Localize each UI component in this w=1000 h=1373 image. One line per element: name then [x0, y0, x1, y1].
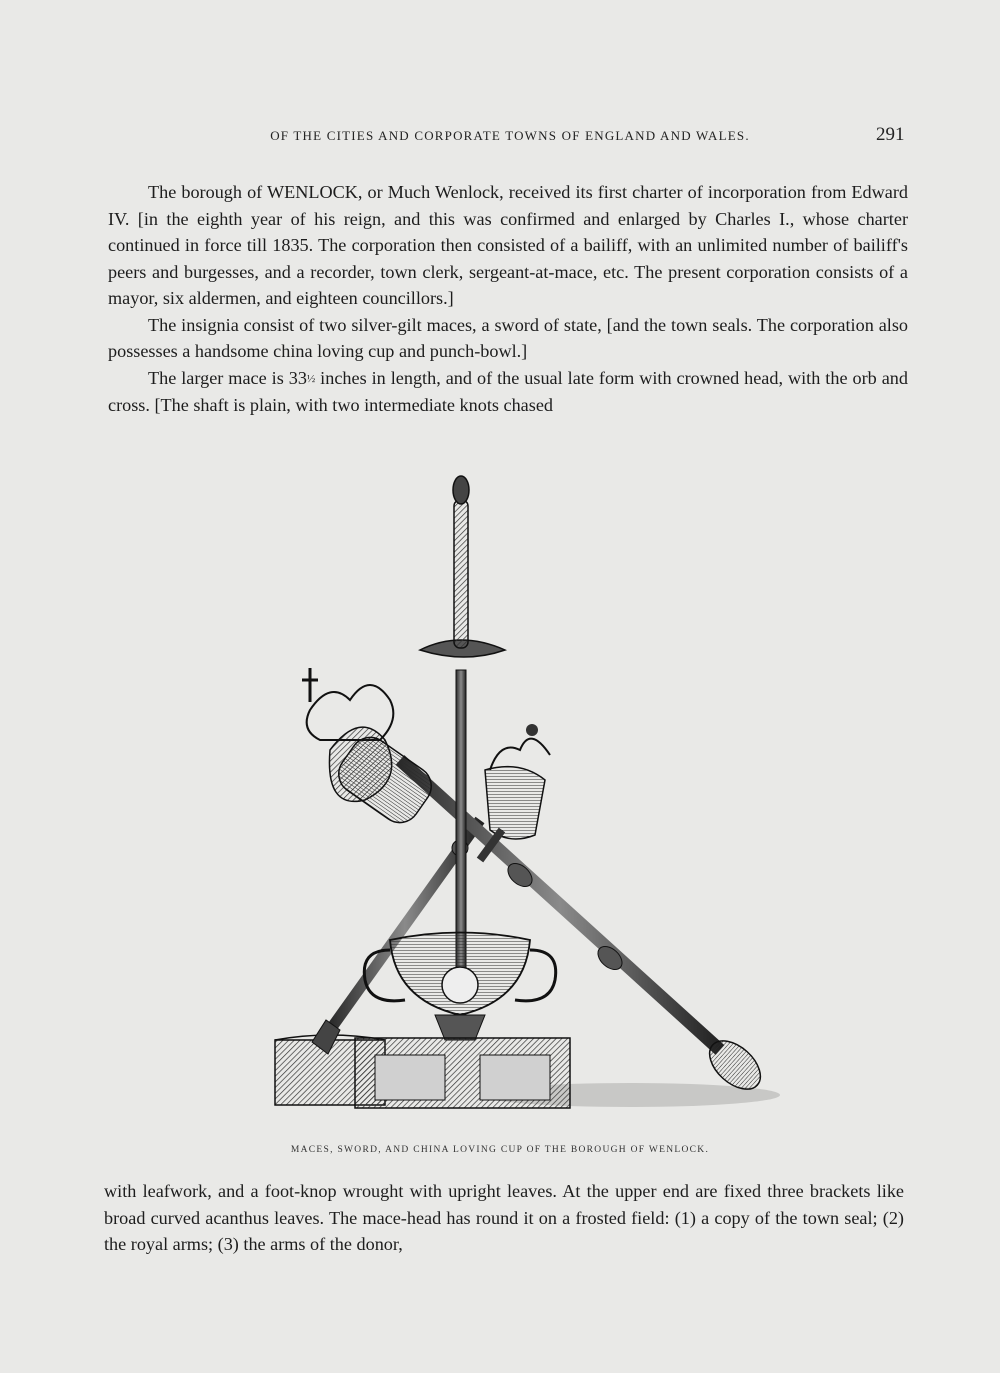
mace-length-text: The larger mace is 33 — [148, 367, 307, 388]
small-mace-head — [480, 724, 550, 860]
sword — [420, 476, 505, 990]
paragraph-shaft-description: with leafwork, and a foot-knop wrought with upright leaves. At the upper end are fixed three brackets like broad curved acanthus leaves. The mace-head has round it on a frosted field: (1) a copy of the town seal; (2) the royal arms; (3) the arms of the donor, — [104, 1181, 904, 1254]
paragraph-insignia: The insignia consist of two silver-gilt maces, a sword of state, [and the town seals. The corporation also possesses a handsome china loving cup and punch-bowl.] — [108, 314, 908, 361]
running-head: OF THE CITIES AND CORPORATE TOWNS OF ENGLAND AND WALES. — [270, 128, 750, 143]
figure-caption: MACES, SWORD, AND CHINA LOVING CUP OF THE BOROUGH OF WENLOCK. — [290, 1145, 710, 1155]
maces-sword-cup-engraving — [270, 470, 790, 1140]
paragraph-larger-mace — [108, 365, 908, 419]
mace-description-text: inches in length, and of the usual late form with crowned head, with the orb and cross. [The shaft is plain, with two intermediate knots chased — [108, 367, 908, 415]
mace-length-fraction: ½ — [306, 372, 316, 385]
lower-text — [104, 1178, 904, 1258]
page-number: 291 — [876, 124, 905, 145]
upper-text — [108, 179, 908, 419]
loving-cup — [364, 933, 555, 1041]
paragraph-charter: The borough of WENLOCK, or Much Wenlock, received its first charter of incorporation from Edward IV. [in the eighth year of his reign, and this was confirmed and enlarged by Charles I., whose charter continued in force till 1835. The corporation then consisted of a bailiff, with an unlimited number of bailiff's peers and burgesses, and a recorder, town clerk, sergeant-at-mace, etc. The present corporation consists of a mayor, six aldermen, and eighteen councillors.] — [108, 182, 908, 308]
cup-plinth — [355, 1038, 570, 1108]
